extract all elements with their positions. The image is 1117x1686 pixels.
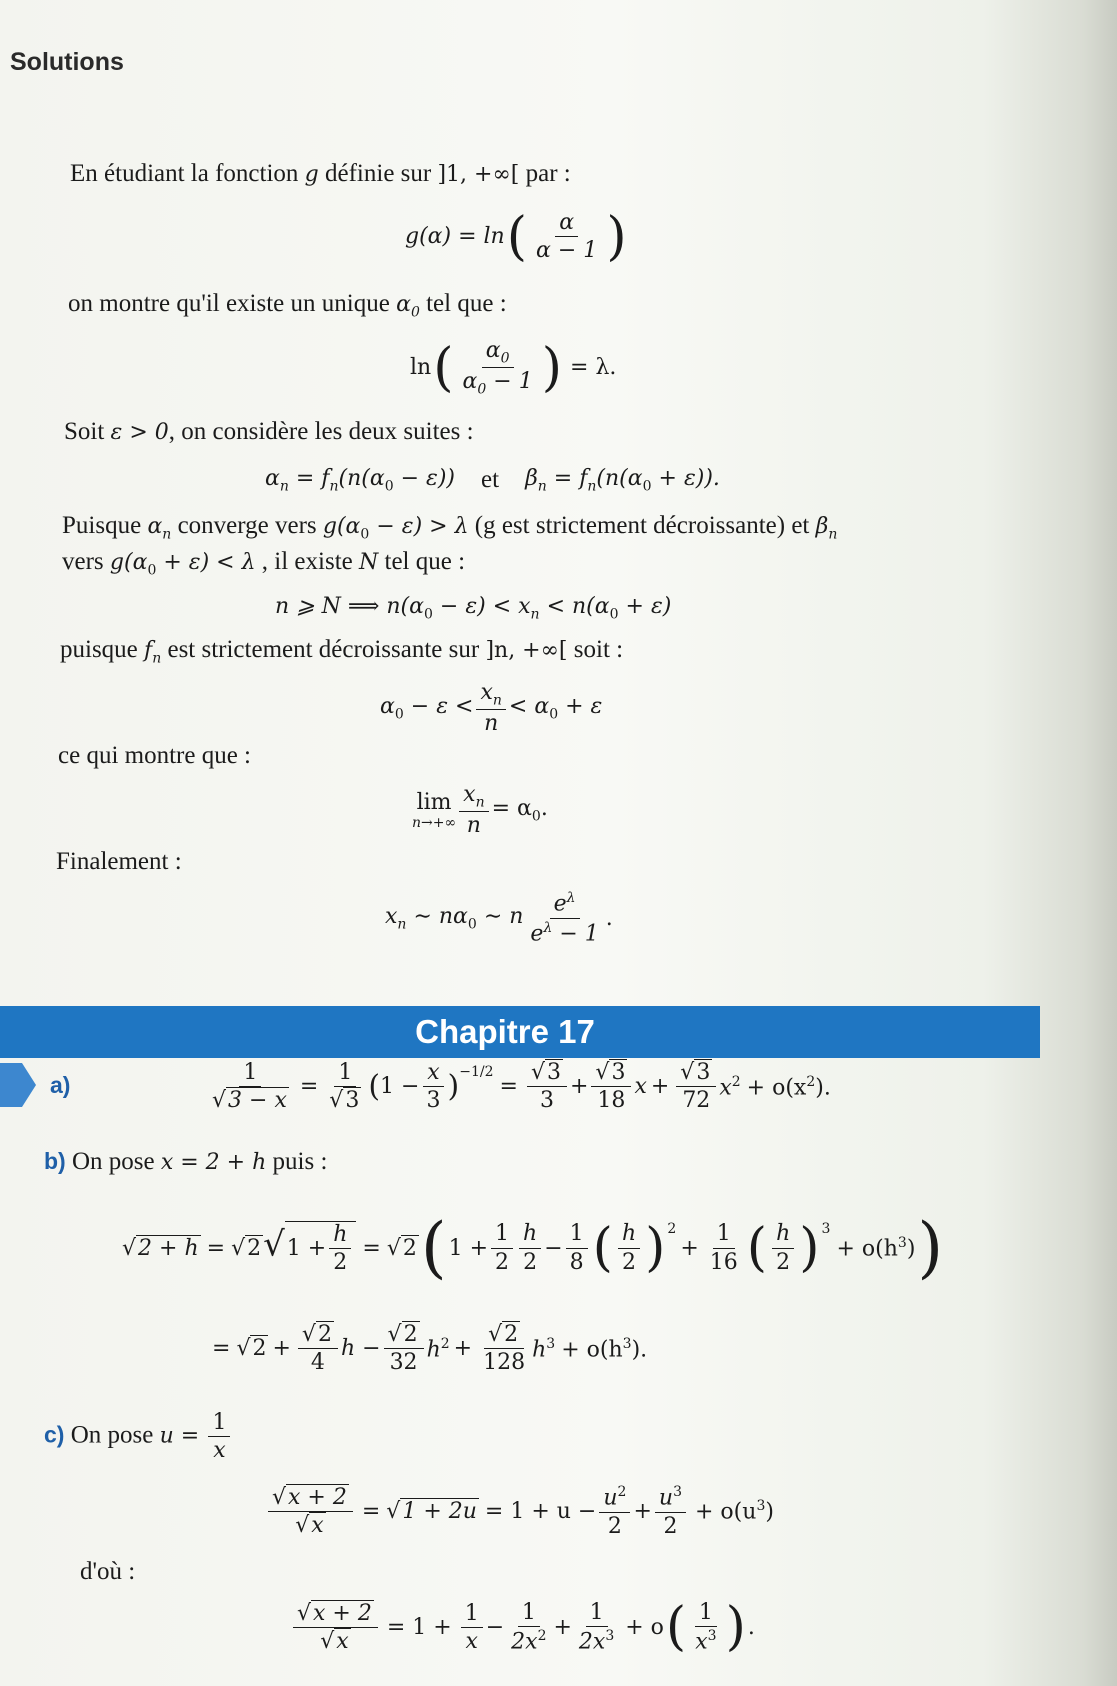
equation-part-c-2: $\frac{√x + 2}{√x}$ = 1 + $\frac{1}{x}$ − $\frac{1}{2x^2}$ + $\frac{1}{2x^3}$ + o ( $\frac{1}{x^3}$ ) . <box>290 1600 755 1655</box>
part-c-label: c) <box>44 1421 65 1448</box>
equation-part-b-line-1: √2 + h = √2 √ 1 + $\frac{h}{2}$ = √2 ( 1 + $\frac{1}{2}$ $\frac{h}{2}$ − $\frac{1}{8}$ ( $\frac{h}{2}$ ) 2 + $\frac{1}{16}$ ( $\frac{h}{2}$ ) 3 + $o(h^3)$ ) <box>122 1209 944 1286</box>
equation-equivalent: $x_n$ ∼ $n\alpha_0$ ∼ n $\frac{e^\lambda}{e^\lambda - 1}$ . <box>385 890 613 946</box>
text: Soit <box>64 418 105 445</box>
fraction <box>532 210 601 264</box>
equation-ratio-bounds: $\alpha_0 - \varepsilon$ < $\frac{x_n}{n}$ < $\alpha_0 + \varepsilon$ <box>380 680 603 737</box>
denominator: α <box>462 369 478 395</box>
math: ln <box>410 355 432 381</box>
page-header: Solutions <box>10 48 124 76</box>
part-c-intro: c) On pose u = $\frac{1}{x}$ <box>44 1410 233 1464</box>
part-c-dou: d'où : <box>80 1558 136 1585</box>
denominator: α − 1 <box>536 238 598 264</box>
part-b-label: b) <box>44 1148 66 1174</box>
math: α <box>396 292 411 317</box>
math: g <box>304 162 319 187</box>
numerator: α <box>485 338 501 363</box>
text: tel que : <box>426 290 507 317</box>
part-b-intro: b) On pose x = 2 + h puis : <box>44 1148 328 1175</box>
text: définie sur <box>325 160 432 187</box>
intro-line-3 <box>64 418 474 446</box>
equation-sequences: $\alpha_n = f_n(n(\alpha_0 - \varepsilon))$ et $\beta_n = f_n(n(\alpha_0 + \varepsilon))$. <box>265 466 720 495</box>
text: En étudiant la fonction <box>70 160 299 187</box>
equation-bounds: n ⩾ N ⟹ $n(\alpha_0 - \varepsilon) < x_n < n(\alpha_0 + \varepsilon)$ <box>275 594 672 623</box>
intro-line-8: Finalement : <box>56 848 182 875</box>
math: ε > 0 <box>110 420 169 445</box>
intro-line-5: vers $g(\alpha_0 + \varepsilon) < \lambda$ , il existe N tel que : <box>62 548 466 579</box>
denominator-tail: − 1 <box>486 369 533 395</box>
equation-part-a: $\frac{1}{√3 - x}$ = $\frac{1}{√3}$ ( 1 − $\frac{x}{3}$ ) −1/2 = $\frac{√3}{3}$ + $\frac{√3}{18}$ x + $\frac{√3}{72}$ $x^2$ + $o(x^2)$. <box>212 1060 831 1114</box>
equation-g <box>405 206 629 267</box>
chapter-title: Chapitre 17 <box>415 1013 595 1050</box>
math: = λ. <box>570 355 617 381</box>
numerator: α <box>555 210 578 237</box>
section-arrow-icon <box>0 1063 36 1107</box>
intro-line-6: puisque $f_n$ est strictement décroissante sur ]n, +∞[ soit : <box>60 636 624 667</box>
text: et <box>481 466 500 494</box>
equation-limit: lim n→+∞ $\frac{x_n}{n}$ = $\alpha_0$. <box>412 782 548 839</box>
text: par : <box>525 160 571 187</box>
paren: ( <box>433 337 454 398</box>
fraction: $\frac{\alpha_0}{\alpha_0 - 1}$ <box>462 338 533 398</box>
intro-line-7: ce qui montre que : <box>58 742 251 769</box>
paren: ) <box>606 206 627 267</box>
equation-part-c-1: $\frac{√x + 2}{√x}$ = √1 + 2u = 1 + u − $\frac{u^2}{2}$ + $\frac{u^3}{2}$ + $o(u^3)$ <box>265 1484 774 1539</box>
text: on montre qu'il existe un unique <box>68 290 390 317</box>
part-a-label: a) <box>50 1072 71 1098</box>
text: , on considère les deux suites : <box>168 418 474 445</box>
math: ]1, +∞[ <box>437 162 520 187</box>
equation-part-b-line-2: = √2 + $\frac{√2}{4}$ h − $\frac{√2}{32}$ $h^2$ + $\frac{√2}{128}$ $h^3$ + $o(h^3)$. <box>212 1322 648 1376</box>
intro-line-4: Puisque $\alpha_n$ converge vers $g(\alpha_0 - \varepsilon) > \lambda$ (g est strictement décroissante) et $\beta_n$ <box>62 512 838 543</box>
paren: ) <box>541 337 563 398</box>
paren: ( <box>506 206 528 267</box>
math: g(α) = ln <box>405 224 505 250</box>
intro-line-1 <box>70 160 571 188</box>
intro-line-2: on montre qu'il existe un unique $\alpha_0$ tel que : <box>68 290 507 321</box>
equation-lambda <box>410 338 616 398</box>
